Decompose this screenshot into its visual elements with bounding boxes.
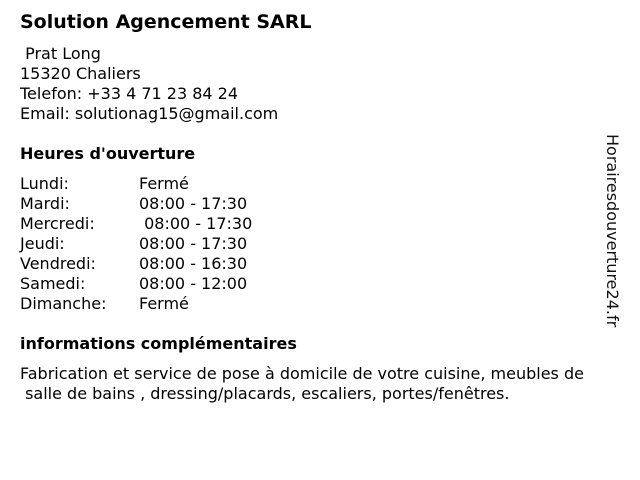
- time-value: 08:00 - 16:30: [139, 254, 248, 273]
- day-label: Mercredi:: [20, 214, 95, 233]
- day-label: Lundi:: [20, 174, 69, 193]
- phone-number[interactable]: Telefon: +33 4 71 23 84 24: [20, 84, 239, 103]
- opening-hours-heading: Heures d'ouverture: [20, 144, 196, 163]
- address-city: 15320 Chaliers: [20, 64, 141, 83]
- email-address[interactable]: Email: solutionag15@gmail.com: [20, 104, 279, 123]
- day-label: Samedi:: [20, 274, 86, 293]
- day-label: Jeudi:: [20, 234, 65, 253]
- business-description: [20, 364, 638, 404]
- description-line: salle de bains , dressing/placards, escaliers, portes/fenêtres.: [20, 384, 510, 403]
- day-label: Dimanche:: [20, 294, 107, 313]
- additional-info-heading: informations complémentaires: [20, 334, 297, 353]
- description-line: Fabrication et service de pose à domicile de votre cuisine, meubles de: [20, 364, 584, 383]
- time-value: 08:00 - 17:30: [139, 234, 248, 253]
- contact-block: [20, 44, 278, 124]
- time-value: 08:00 - 12:00: [139, 274, 248, 293]
- day-label: Vendredi:: [20, 254, 96, 273]
- time-value: 08:00 - 17:30: [139, 194, 248, 213]
- time-value: Fermé: [139, 174, 189, 193]
- time-value: Fermé: [139, 294, 189, 313]
- time-value: 08:00 - 17:30: [139, 214, 253, 233]
- site-watermark: Horairesdouverture24.fr: [603, 134, 622, 328]
- day-label: Mardi:: [20, 194, 70, 213]
- business-name: Solution Agencement SARL: [20, 11, 312, 33]
- address-street: Prat Long: [20, 44, 101, 63]
